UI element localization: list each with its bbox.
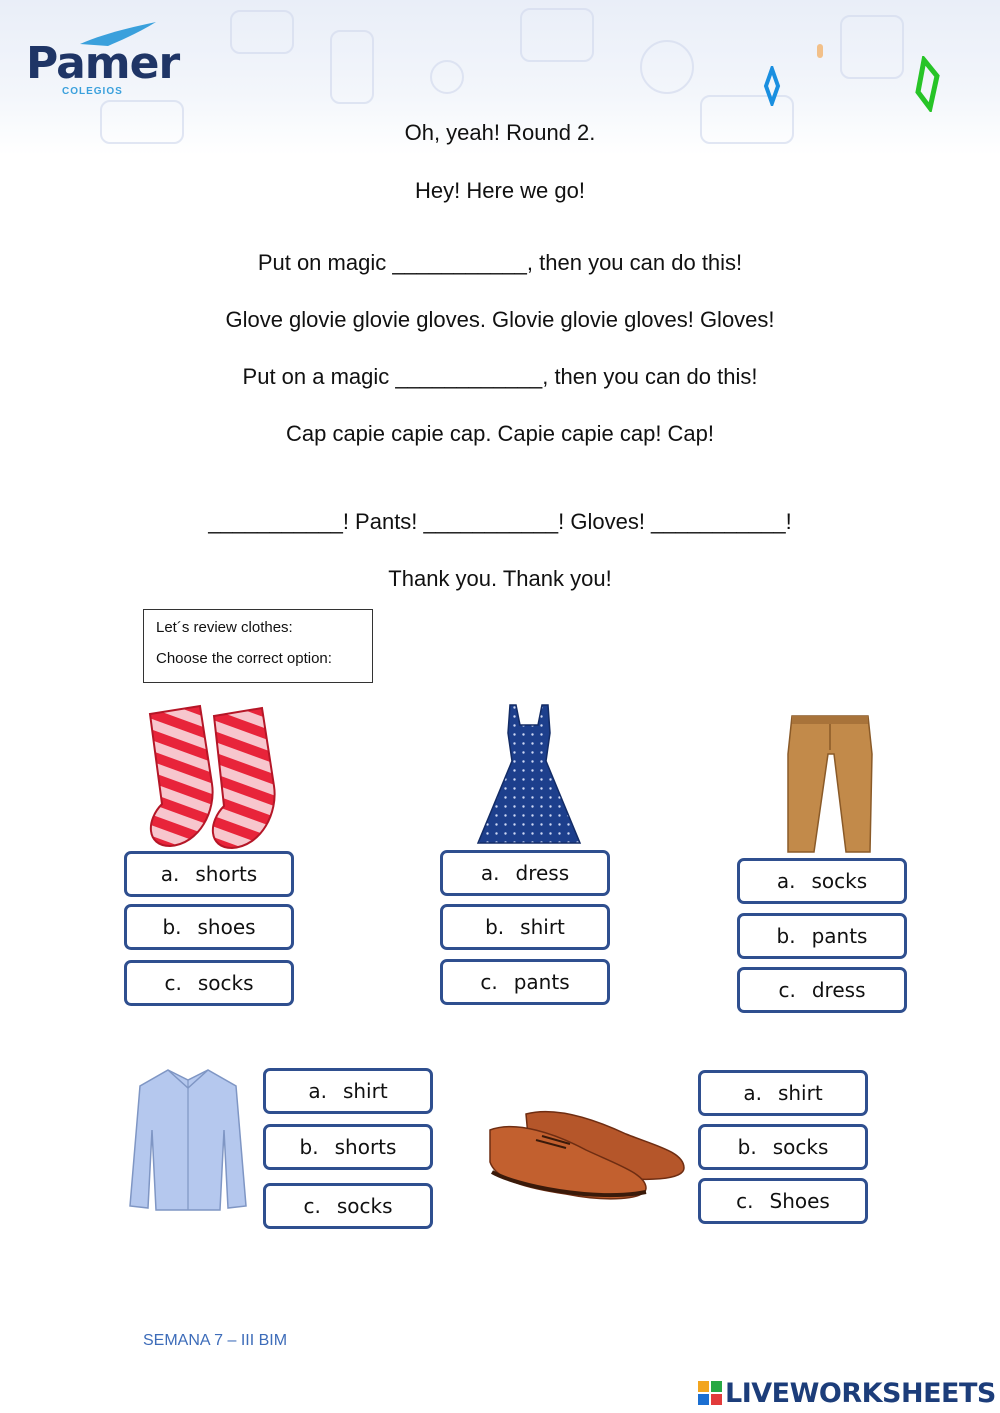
instructions-line-1: Let´s review clothes: xyxy=(156,619,293,636)
q1-option-a[interactable] xyxy=(124,851,294,897)
q5-option-c[interactable] xyxy=(698,1178,868,1224)
song-line-6: Cap capie capie cap. Capie capie cap! Cap! xyxy=(285,421,715,446)
option-text: shirt xyxy=(520,915,565,939)
option-letter: c. xyxy=(480,970,498,994)
q2-option-c[interactable] xyxy=(440,959,610,1005)
option-text: socks xyxy=(197,971,254,995)
option-text: shirt xyxy=(777,1081,823,1105)
option-text: socks xyxy=(811,869,868,893)
option-letter: c. xyxy=(303,1194,321,1218)
shirt-image xyxy=(128,1066,248,1212)
song-line-8: Thank you. Thank you! xyxy=(388,566,612,591)
pants-image xyxy=(784,714,876,854)
q1-option-c[interactable] xyxy=(124,960,294,1006)
q3-option-a[interactable] xyxy=(737,858,907,904)
option-text: dress xyxy=(811,978,866,1002)
liveworksheets-wordmark: LIVEWORKSHEETS xyxy=(725,1377,996,1409)
q5-option-b[interactable] xyxy=(698,1124,868,1170)
blue-mark-icon xyxy=(762,66,782,106)
option-letter: b. xyxy=(162,915,182,939)
option-text: pants xyxy=(811,924,868,948)
dress-image xyxy=(474,703,584,849)
q4-option-c[interactable] xyxy=(263,1183,433,1229)
socks-image xyxy=(140,704,290,850)
option-letter: c. xyxy=(778,978,796,1002)
option-letter: c. xyxy=(164,971,182,995)
instructions-box xyxy=(143,609,373,683)
logo-subtitle: COLEGIOS xyxy=(62,86,123,97)
week-label: SEMANA 7 – III BIM xyxy=(143,1332,288,1349)
liveworksheets-logo xyxy=(698,1376,996,1410)
pamer-logo xyxy=(26,22,180,102)
option-letter: b. xyxy=(485,915,505,939)
option-text: dress xyxy=(515,861,570,885)
q5-option-a[interactable] xyxy=(698,1070,868,1116)
q4-option-b[interactable] xyxy=(263,1124,433,1170)
orange-dot-icon xyxy=(817,44,823,58)
logo-wordmark: Pamer xyxy=(26,38,180,89)
q2-option-b[interactable] xyxy=(440,904,610,950)
song-line-3: Put on magic ___________, then you can do this! xyxy=(257,250,743,275)
option-letter: b. xyxy=(299,1135,319,1159)
option-letter: a. xyxy=(776,869,796,893)
q3-option-c[interactable] xyxy=(737,967,907,1013)
q1-option-b[interactable] xyxy=(124,904,294,950)
option-letter: b. xyxy=(776,924,796,948)
shoes-image xyxy=(486,1100,688,1204)
option-letter: a. xyxy=(160,862,180,886)
option-text: shorts xyxy=(195,862,258,886)
q3-option-b[interactable] xyxy=(737,913,907,959)
song-line-5: Put on a magic ____________, then you can do this! xyxy=(242,364,758,389)
option-letter: a. xyxy=(480,861,500,885)
song-line-1: Oh, yeah! Round 2. xyxy=(404,120,596,145)
option-letter: a. xyxy=(308,1079,327,1103)
option-letter: a. xyxy=(743,1081,762,1105)
q2-option-a[interactable] xyxy=(440,850,610,896)
option-text: shoes xyxy=(197,915,256,939)
option-text: socks xyxy=(772,1135,829,1159)
instructions-line-2: Choose the correct option: xyxy=(156,650,332,667)
option-text: shirt xyxy=(342,1079,388,1103)
song-line-2: Hey! Here we go! xyxy=(415,178,585,203)
option-text: Shoes xyxy=(769,1189,830,1213)
green-mark-icon xyxy=(912,56,942,112)
liveworksheets-grid-icon xyxy=(698,1381,722,1405)
option-letter: b. xyxy=(737,1135,757,1159)
q4-option-a[interactable] xyxy=(263,1068,433,1114)
option-text: socks xyxy=(336,1194,393,1218)
option-text: pants xyxy=(513,970,570,994)
song-line-4: Glove glovie glovie gloves. Glovie glovie gloves! Gloves! xyxy=(225,307,775,332)
option-letter: c. xyxy=(736,1189,754,1213)
song-line-7: ___________! Pants! ___________! Gloves! ___________! xyxy=(208,509,792,534)
option-text: shorts xyxy=(334,1135,397,1159)
